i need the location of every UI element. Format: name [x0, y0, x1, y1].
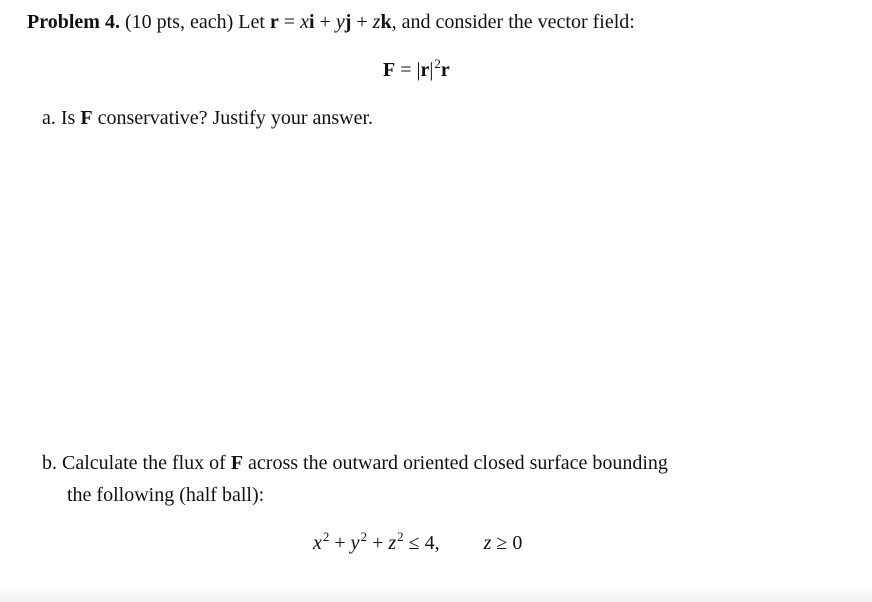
part-b-label: b.	[42, 452, 57, 474]
r-symbol: r	[420, 59, 430, 81]
part-b-text-post: across the outward oriented closed surface bounding	[248, 452, 668, 474]
problem-heading	[27, 10, 635, 34]
exponent: 2	[397, 529, 404, 544]
problem-intro: Let	[238, 11, 265, 33]
plus-sign: +	[314, 11, 336, 33]
plus-sign: +	[367, 532, 389, 554]
part-b-text-pre: Calculate the flux of	[62, 452, 226, 474]
plus-sign: +	[329, 532, 351, 554]
F-symbol: F	[80, 107, 93, 129]
part-a-label: a.	[42, 107, 56, 129]
half-ball-formula	[313, 531, 522, 557]
problem-intro-tail: , and consider the vector field:	[391, 11, 635, 33]
part-a-question	[42, 106, 373, 130]
y-variable: y	[350, 532, 360, 554]
exponent: 2	[322, 529, 330, 544]
abs-bar-right: |	[429, 59, 434, 81]
part-a-text-pre: Is	[60, 107, 76, 129]
F-symbol: F	[230, 452, 244, 474]
part-b-question	[42, 451, 668, 475]
part-b-question-line2: the following (half ball):	[67, 484, 265, 506]
leq-clause: ≤ 4,	[403, 532, 440, 554]
problem-points: (10 pts, each)	[124, 11, 234, 33]
equals-sign: =	[395, 59, 417, 81]
abs-bar-left: |	[416, 59, 421, 81]
k-unit-vector: k	[380, 11, 392, 33]
y-variable: y	[335, 11, 345, 33]
problem-label: Problem 4.	[27, 11, 120, 33]
x-variable: x	[300, 11, 309, 33]
equals-sign: =	[278, 11, 301, 33]
exponent: 2	[360, 529, 368, 544]
vector-field-formula	[383, 58, 450, 84]
r-symbol: r	[440, 59, 450, 81]
z-variable: z	[388, 532, 397, 554]
r-symbol: r	[269, 11, 279, 33]
z-variable: z	[483, 532, 492, 554]
bottom-band	[0, 588, 872, 602]
z-variable: z	[372, 11, 381, 33]
F-symbol: F	[383, 59, 396, 81]
geq-clause: ≥ 0	[491, 532, 523, 554]
j-unit-vector: j	[344, 11, 352, 33]
i-unit-vector: i	[308, 11, 315, 33]
plus-sign: +	[351, 11, 373, 33]
x-variable: x	[313, 532, 322, 554]
exponent: 2	[434, 56, 441, 71]
part-a-text-post: conservative? Justify your answer.	[97, 107, 374, 129]
